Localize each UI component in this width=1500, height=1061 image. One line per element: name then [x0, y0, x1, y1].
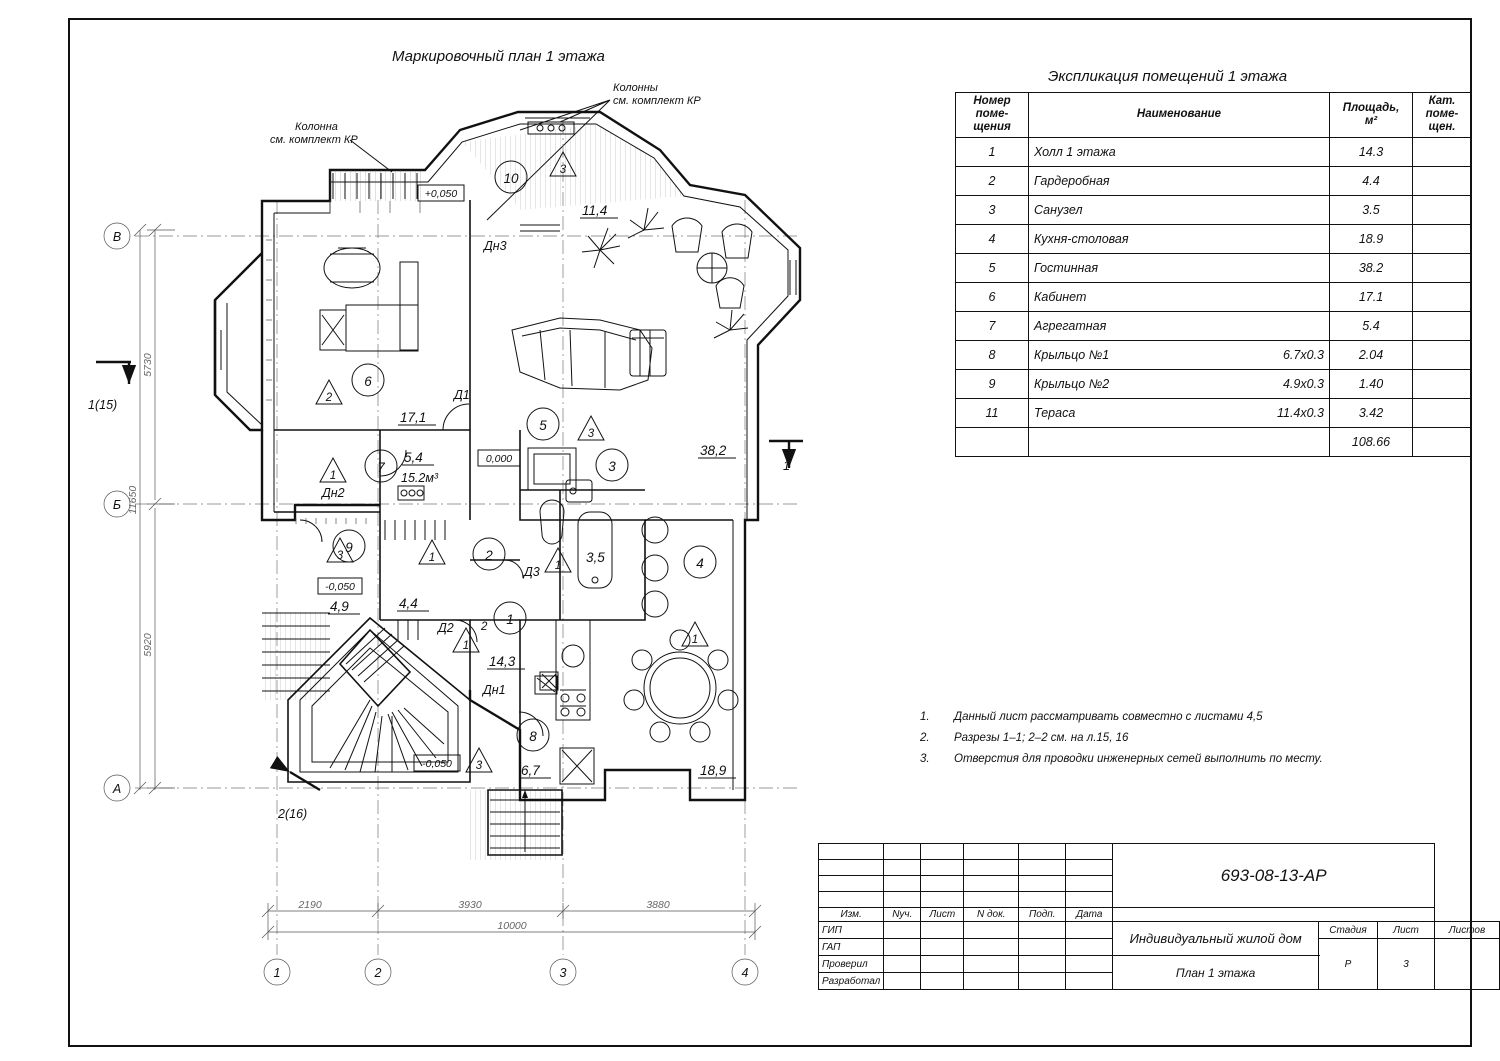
cell-number: 1: [956, 137, 1029, 166]
svg-text:6: 6: [364, 374, 372, 389]
svg-text:+0,050: +0,050: [424, 188, 458, 200]
svg-text:4: 4: [696, 556, 704, 571]
stamp-col-ndok: N док.: [964, 908, 1019, 922]
cell-number: [956, 427, 1029, 456]
cell-name: [1029, 427, 1330, 456]
svg-text:10: 10: [503, 171, 519, 186]
cell-area: 17.1: [1330, 282, 1413, 311]
stamp-col-nuch: Nуч.: [884, 908, 921, 922]
cell-total-area: 108.66: [1330, 427, 1413, 456]
cell-cat: [1413, 166, 1472, 195]
svg-text:Д2: Д2: [438, 621, 454, 635]
table-row: [956, 398, 1472, 427]
cell-name: Крыльцо №1 6.7х0.3: [1029, 340, 1330, 369]
cell-area: 18.9: [1330, 224, 1413, 253]
stamp-role-checked: Проверил: [819, 956, 884, 973]
cell-area: 3.42: [1330, 398, 1413, 427]
cell-area: 2.04: [1330, 340, 1413, 369]
header-category: Кат. поме- щен.: [1413, 93, 1472, 138]
svg-text:1: 1: [273, 966, 281, 980]
stamp-header-sheet: Лист: [1378, 922, 1435, 939]
svg-text:1: 1: [783, 459, 790, 473]
svg-text:3,5: 3,5: [586, 550, 605, 565]
cell-name: Агрегатная: [1029, 311, 1330, 340]
svg-text:11650: 11650: [127, 485, 139, 515]
svg-text:2: 2: [485, 548, 493, 563]
table-row: [956, 166, 1472, 195]
callout-columns-line2: см. комплект КР: [613, 95, 701, 107]
cell-area: 3.5: [1330, 195, 1413, 224]
cell-cat: [1413, 369, 1472, 398]
note-number: 1.: [920, 711, 930, 723]
furniture: [320, 208, 752, 784]
svg-text:2: 2: [374, 966, 382, 980]
cell-area: 1.40: [1330, 369, 1413, 398]
door-tags: [320, 239, 540, 697]
wall-hatching: [266, 201, 420, 400]
note-text: Разрезы 1–1; 2–2 см. на л.15, 16: [954, 732, 1129, 744]
cell-number: 11: [956, 398, 1029, 427]
stamp-col-list: Лист: [921, 908, 964, 922]
svg-text:14,3: 14,3: [489, 654, 516, 669]
svg-text:Д1: Д1: [454, 388, 470, 402]
cell-cat: [1413, 340, 1472, 369]
section-marks: [88, 362, 803, 821]
svg-text:38,2: 38,2: [700, 443, 727, 458]
stamp-sheets-value: [1435, 939, 1500, 990]
cell-area: 4.4: [1330, 166, 1413, 195]
svg-text:17,1: 17,1: [400, 410, 427, 425]
header-area: Площадь, м²: [1330, 93, 1413, 138]
cell-area: 5.4: [1330, 311, 1413, 340]
stairs-and-porch: [262, 173, 562, 855]
svg-text:1: 1: [329, 470, 337, 482]
svg-text:1(15): 1(15): [88, 398, 118, 412]
header-number: Номер поме- щения: [956, 93, 1029, 138]
svg-text:4,4: 4,4: [399, 596, 418, 611]
doc-number: 693-08-13-АР: [1113, 844, 1435, 908]
table-row: [956, 137, 1472, 166]
svg-text:6,7: 6,7: [521, 763, 540, 778]
table-row: [956, 195, 1472, 224]
table-row: [956, 253, 1472, 282]
note-item: [920, 749, 1323, 770]
axis-bubbles: [104, 223, 758, 985]
svg-text:2190: 2190: [298, 899, 322, 911]
callout-column-line1: Колонна: [295, 121, 338, 133]
note-item: [920, 707, 1323, 728]
cell-number: 8: [956, 340, 1029, 369]
svg-text:1: 1: [462, 640, 470, 652]
cell-number: 9: [956, 369, 1029, 398]
note-text: Отверстия для проводки инженерных сетей выполнить по месту.: [954, 753, 1323, 765]
header-name: Наименование: [1029, 93, 1330, 138]
room-markers: [316, 152, 716, 772]
svg-text:11,4: 11,4: [582, 203, 608, 218]
svg-text:3: 3: [559, 164, 567, 176]
callout-column-line2: см. комплект КР: [270, 134, 358, 146]
explication-table: [955, 92, 1472, 457]
cell-name: Кухня-столовая: [1029, 224, 1330, 253]
cell-name: Гостинная: [1029, 253, 1330, 282]
svg-text:А: А: [112, 782, 122, 796]
cell-area: 38.2: [1330, 253, 1413, 282]
axis-lines: [135, 120, 800, 955]
object-name: Индивидуальный жилой дом: [1113, 922, 1319, 956]
svg-text:Дн3: Дн3: [484, 239, 507, 253]
svg-text:Б: Б: [112, 498, 122, 512]
svg-text:8: 8: [529, 729, 537, 744]
stamp-header-stage: Стадия: [1319, 922, 1378, 939]
cell-cat: [1413, 195, 1472, 224]
svg-text:-0,050: -0,050: [325, 581, 355, 593]
notes-block: [920, 707, 1323, 770]
svg-text:3930: 3930: [458, 899, 482, 911]
svg-text:0,000: 0,000: [485, 453, 513, 465]
cell-number: 6: [956, 282, 1029, 311]
svg-text:5: 5: [539, 418, 547, 433]
cell-number: 5: [956, 253, 1029, 282]
cell-name: Кабинет: [1029, 282, 1330, 311]
stamp-col-podp: Подп.: [1019, 908, 1066, 922]
stamp-col-izm: Изм.: [819, 908, 884, 922]
cell-name: Тераса 11.4х0.3: [1029, 398, 1330, 427]
cell-cat: [1413, 253, 1472, 282]
sheet-name: План 1 этажа: [1113, 956, 1319, 990]
cell-cat: [1413, 311, 1472, 340]
svg-text:-0,050: -0,050: [422, 758, 452, 770]
svg-text:Дн1: Дн1: [483, 683, 506, 697]
plan-title: Маркировочный план 1 этажа: [392, 48, 605, 65]
svg-text:4,9: 4,9: [330, 599, 349, 614]
svg-text:9: 9: [345, 540, 353, 555]
table-row: [956, 369, 1472, 398]
svg-text:3: 3: [336, 550, 344, 562]
svg-text:18,9: 18,9: [700, 763, 727, 778]
svg-text:5,4: 5,4: [404, 450, 423, 465]
cell-number: 2: [956, 166, 1029, 195]
stamp-role-gap: ГАП: [819, 939, 884, 956]
svg-text:1: 1: [691, 634, 699, 646]
svg-text:2: 2: [325, 392, 333, 404]
cell-cat: [1413, 427, 1472, 456]
cell-area: 14.3: [1330, 137, 1413, 166]
svg-text:3: 3: [475, 760, 483, 772]
stamp-role-gip: ГИП: [819, 922, 884, 939]
callout-columns-line1: Колонны: [613, 82, 658, 94]
svg-text:Дн2: Дн2: [322, 486, 345, 500]
table-row: [956, 282, 1472, 311]
explication-header-row: [956, 93, 1472, 138]
svg-text:1: 1: [554, 560, 562, 572]
cell-cat: [1413, 137, 1472, 166]
note-item: [920, 728, 1323, 749]
svg-text:10000: 10000: [497, 920, 527, 932]
cell-number: 4: [956, 224, 1029, 253]
table-row: [956, 340, 1472, 369]
note-number: 2.: [920, 732, 930, 744]
stamp-col-data: Дата: [1066, 908, 1113, 922]
cell-cat: [1413, 224, 1472, 253]
svg-text:2: 2: [481, 621, 488, 633]
svg-text:1: 1: [506, 612, 514, 627]
cell-name: Гардеробная: [1029, 166, 1330, 195]
svg-text:15.2м³: 15.2м³: [401, 471, 439, 485]
cell-number: 7: [956, 311, 1029, 340]
svg-text:5730: 5730: [142, 353, 154, 377]
svg-text:5920: 5920: [142, 633, 154, 657]
note-text: Данный лист рассматривать совместно с листами 4,5: [954, 711, 1263, 723]
svg-text:7: 7: [377, 460, 385, 475]
stamp-header-sheets: Листов: [1435, 922, 1500, 939]
svg-text:3: 3: [608, 459, 616, 474]
stamp-sheet-value: 3: [1378, 939, 1435, 990]
svg-text:3880: 3880: [646, 899, 670, 911]
stamp-role-developed: Разработал: [819, 973, 884, 990]
cell-name: Санузел: [1029, 195, 1330, 224]
cell-cat: [1413, 282, 1472, 311]
cell-name: Холл 1 этажа: [1029, 137, 1330, 166]
note-number: 3.: [920, 753, 930, 765]
stamp-stage-value: Р: [1319, 939, 1378, 990]
svg-text:Д3: Д3: [524, 565, 540, 579]
svg-text:2(16): 2(16): [278, 807, 308, 821]
cell-number: 3: [956, 195, 1029, 224]
table-row: [956, 224, 1472, 253]
svg-text:В: В: [112, 230, 122, 244]
table-row: [956, 311, 1472, 340]
explication-title: Экспликация помещений 1 этажа: [1048, 68, 1288, 85]
svg-text:4: 4: [741, 966, 749, 980]
title-block: [818, 843, 1500, 990]
interior-partitions: [274, 200, 733, 800]
svg-text:3: 3: [559, 966, 567, 980]
svg-text:3: 3: [587, 428, 595, 440]
cell-name: Крыльцо №2 4.9х0.3: [1029, 369, 1330, 398]
table-row: [956, 427, 1472, 456]
svg-text:1: 1: [428, 552, 436, 564]
cell-cat: [1413, 398, 1472, 427]
